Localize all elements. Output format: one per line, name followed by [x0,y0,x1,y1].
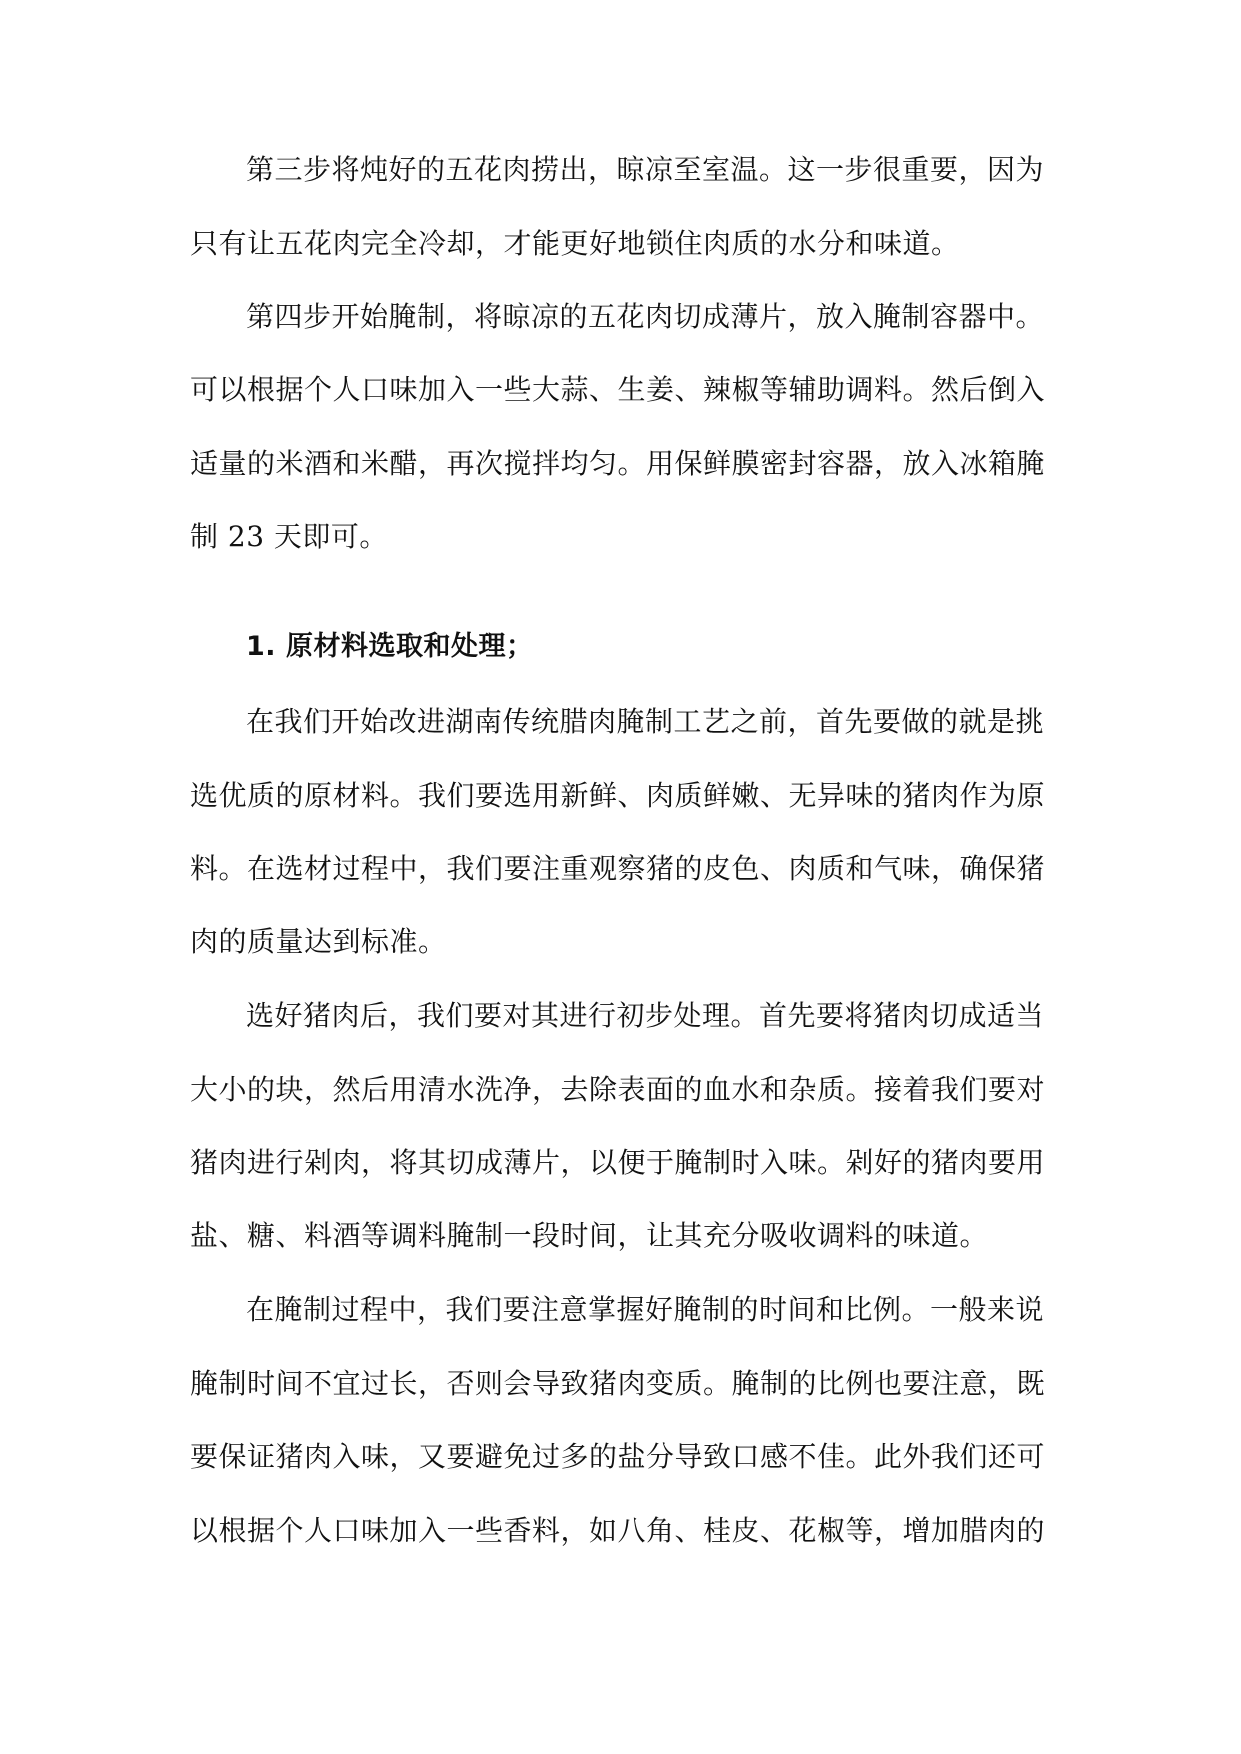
paragraph-4-line-2: 大小的块，然后用清水洗净，去除表面的血水和杂质。接着我们要对 [190,1073,1046,1106]
paragraph-4-line-4: 盐、糖、料酒等调料腌制一段时间，让其充分吸收调料的味道。 [190,1219,989,1252]
paragraph-2-line-4: 制 23 天即可。 [190,520,388,553]
paragraph-2-line-3: 适量的米酒和米醋，再次搅拌均匀。用保鲜膜密封容器，放入冰箱腌 [190,447,1046,480]
paragraph-4-line-1: 选好猪肉后，我们要对其进行初步处理。首先要将猪肉切成适当 [246,999,1045,1032]
section-heading: 1. 原材料选取和处理； [246,631,534,662]
paragraph-4-line-3: 猪肉进行剁肉，将其切成薄片，以便于腌制时入味。剁好的猪肉要用 [190,1146,1046,1179]
paragraph-3-line-1: 在我们开始改进湖南传统腊肉腌制工艺之前，首先要做的就是挑 [246,705,1045,738]
paragraph-3-line-4: 肉的质量达到标准。 [190,925,447,958]
paragraph-5-line-4: 以根据个人口味加入一些香料，如八角、桂皮、花椒等，增加腊肉的 [190,1514,1046,1547]
paragraph-1-line-1: 第三步将炖好的五花肉捞出，晾凉至室温。这一步很重要，因为 [246,153,1045,186]
paragraph-5-line-3: 要保证猪肉入味，又要避免过多的盐分导致口感不佳。此外我们还可 [190,1440,1046,1473]
paragraph-5-line-1: 在腌制过程中，我们要注意掌握好腌制的时间和比例。一般来说 [246,1293,1045,1326]
paragraph-5-line-2: 腌制时间不宜过长，否则会导致猪肉变质。腌制的比例也要注意，既 [190,1367,1046,1400]
paragraph-2-line-1: 第四步开始腌制，将晾凉的五花肉切成薄片，放入腌制容器中。 [246,300,1045,333]
paragraph-1-line-2: 只有让五花肉完全冷却，才能更好地锁住肉质的水分和味道。 [190,227,960,260]
paragraph-2-line-2: 可以根据个人口味加入一些大蒜、生姜、辣椒等辅助调料。然后倒入 [190,373,1046,406]
paragraph-3-line-3: 料。在选材过程中，我们要注重观察猪的皮色、肉质和气味，确保猪 [190,852,1046,885]
paragraph-3-line-2: 选优质的原材料。我们要选用新鲜、肉质鲜嫩、无异味的猪肉作为原 [190,779,1046,812]
